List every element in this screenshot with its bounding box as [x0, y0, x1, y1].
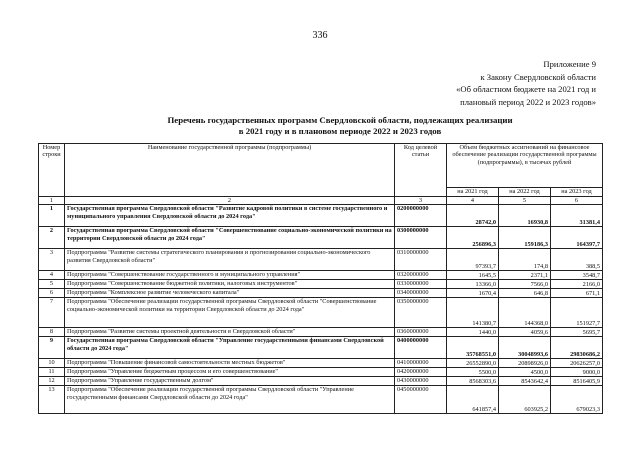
amount-2021: 1645,5 [447, 271, 499, 280]
column-number: 2 [65, 197, 395, 205]
header-year-2022: на 2022 год [499, 188, 551, 197]
program-name: Подпрограмма "Обеспечение реализации государственной программы Свердловской области "Управление государственными финансами Свердловской области до 2024 года" [65, 386, 395, 414]
program-name: Подпрограмма "Повышение финансовой самостоятельности местных бюджетов" [65, 359, 395, 368]
amount-2023: 671,1 [551, 289, 603, 298]
amount-2023: 2166,0 [551, 280, 603, 289]
table-row [39, 249, 603, 271]
program-name: Подпрограмма "Совершенствование государственного и муниципального управления" [65, 271, 395, 280]
programs-table [38, 143, 603, 414]
program-name: Подпрограмма "Развитие системы стратегического планирования и прогнозирования социально-экономического развития Свердловской области" [65, 249, 395, 271]
amount-2023: 29830686,2 [551, 337, 603, 359]
amount-2023: 3548,7 [551, 271, 603, 280]
amount-2022: 8543642,4 [499, 377, 551, 386]
table-row [39, 227, 603, 249]
row-number: 6 [39, 289, 65, 298]
amount-2021: 13366,0 [447, 280, 499, 289]
row-number: 8 [39, 328, 65, 337]
row-number: 4 [39, 271, 65, 280]
target-code: 0330000000 [395, 280, 447, 289]
column-number: 3 [395, 197, 447, 205]
target-code: 0310000000 [395, 249, 447, 271]
row-number: 7 [39, 298, 65, 328]
amount-2021: 256896,3 [447, 227, 499, 249]
amount-2021: 141380,7 [447, 298, 499, 328]
amount-2023: 5695,7 [551, 328, 603, 337]
program-name: Подпрограмма "Совершенствование бюджетной политики, налоговых инструментов" [65, 280, 395, 289]
amount-2023: 151927,7 [551, 298, 603, 328]
amount-2023: 164397,7 [551, 227, 603, 249]
amount-2021: 8568303,6 [447, 377, 499, 386]
program-name: Государственная программа Свердловской области "Совершенствование социально-экономической политики на территории Свердловской области до 2024 года" [65, 227, 395, 249]
row-number: 10 [39, 359, 65, 368]
title-line: в 2021 году и в плановом периоде 2022 и 2023 годов [238, 126, 442, 136]
table-row [39, 377, 603, 386]
amount-2021: 641857,4 [447, 386, 499, 414]
target-code: 0360000000 [395, 328, 447, 337]
appendix-note [456, 58, 596, 108]
program-name: Государственная программа Свердловской области "Управление государственными финансами Свердловской области до 2024 года" [65, 337, 395, 359]
table-row [39, 205, 603, 227]
target-code: 0430000000 [395, 377, 447, 386]
row-number: 5 [39, 280, 65, 289]
amount-2023: 8516405,9 [551, 377, 603, 386]
program-name: Государственная программа Свердловской области "Развитие кадровой политики в системе государственного и муниципального управления Свердловской области до 2024 года" [65, 205, 395, 227]
amount-2021: 26552890,0 [447, 359, 499, 368]
row-number: 12 [39, 377, 65, 386]
table-row [39, 386, 603, 414]
target-code: 0420000000 [395, 368, 447, 377]
row-number: 9 [39, 337, 65, 359]
amount-2022: 30048993,6 [499, 337, 551, 359]
amount-2022: 174,8 [499, 249, 551, 271]
table-row [39, 271, 603, 280]
target-code: 0350000000 [395, 298, 447, 328]
table-row [39, 328, 603, 337]
amount-2022: 144368,0 [499, 298, 551, 328]
target-code: 0450000000 [395, 386, 447, 414]
header-code: Код целевой статьи [395, 144, 447, 197]
table-row [39, 359, 603, 368]
program-name: Подпрограмма "Комплексное развитие человеческого капитала" [65, 289, 395, 298]
title-line: Перечень государственных программ Свердловской области, подлежащих реализации [167, 115, 513, 125]
amount-2022: 2371,1 [499, 271, 551, 280]
row-number: 11 [39, 368, 65, 377]
row-number: 1 [39, 205, 65, 227]
table-row [39, 298, 603, 328]
program-name: Подпрограмма "Управление бюджетным процессом и его совершенствование" [65, 368, 395, 377]
program-name: Подпрограмма "Управление государственным долгом" [65, 377, 395, 386]
header-row-number: Номер строки [39, 144, 65, 197]
amount-2021: 97393,7 [447, 249, 499, 271]
header-name: Наименование государственной программы (подпрограммы) [65, 144, 395, 197]
table-row [39, 289, 603, 298]
table-row [39, 337, 603, 359]
amount-2023: 9000,0 [551, 368, 603, 377]
amount-2021: 28742,0 [447, 205, 499, 227]
amount-2023: 679023,3 [551, 386, 603, 414]
amount-2022: 603925,2 [499, 386, 551, 414]
table-row [39, 280, 603, 289]
amount-2022: 7566,0 [499, 280, 551, 289]
target-code: 0320000000 [395, 271, 447, 280]
appendix-line: к Закону Свердловской области [480, 71, 596, 82]
amount-2022: 646,8 [499, 289, 551, 298]
column-number: 1 [39, 197, 65, 205]
amount-2021: 1440,0 [447, 328, 499, 337]
amount-2022: 16930,8 [499, 205, 551, 227]
amount-2022: 20898926,0 [499, 359, 551, 368]
appendix-line: «Об областном бюджете на 2021 год и [456, 84, 596, 95]
target-code: 0200000000 [395, 205, 447, 227]
amount-2022: 4500,0 [499, 368, 551, 377]
column-number: 5 [499, 197, 551, 205]
appendix-line: плановый период 2022 и 2023 годов» [460, 96, 596, 107]
header-year-2023: на 2023 год [551, 188, 603, 197]
table-row [39, 368, 603, 377]
amount-2023: 31381,4 [551, 205, 603, 227]
amount-2021: 35768551,0 [447, 337, 499, 359]
target-code: 0410000000 [395, 359, 447, 368]
amount-2023: 20626257,0 [551, 359, 603, 368]
target-code: 0340000000 [395, 289, 447, 298]
amount-2021: 1670,4 [447, 289, 499, 298]
target-code: 0400000000 [395, 337, 447, 359]
amount-2022: 159186,3 [499, 227, 551, 249]
program-name: Подпрограмма "Обеспечение реализации государственной программы Свердловской области "Совершенствование социально-экономической политики на территории Свердловской области до 2024 года" [65, 298, 395, 328]
header-year-2021: на 2021 год [447, 188, 499, 197]
program-name: Подпрограмма "Развитие системы проектной деятельности в Свердловской области" [65, 328, 395, 337]
appendix-line: Приложение 9 [543, 59, 596, 69]
row-number: 2 [39, 227, 65, 249]
row-number: 13 [39, 386, 65, 414]
page-number: 336 [312, 30, 328, 41]
amount-2021: 5500,0 [447, 368, 499, 377]
amount-2023: 388,5 [551, 249, 603, 271]
row-number: 3 [39, 249, 65, 271]
document-title [60, 115, 620, 137]
target-code: 0300000000 [395, 227, 447, 249]
column-number: 4 [447, 197, 499, 205]
column-number: 6 [551, 197, 603, 205]
amount-2022: 4059,6 [499, 328, 551, 337]
header-amount: Объем бюджетных ассигнований на финансовое обеспечение реализации государственной программы (подпрограммы), в тысячах рублей [447, 144, 603, 188]
